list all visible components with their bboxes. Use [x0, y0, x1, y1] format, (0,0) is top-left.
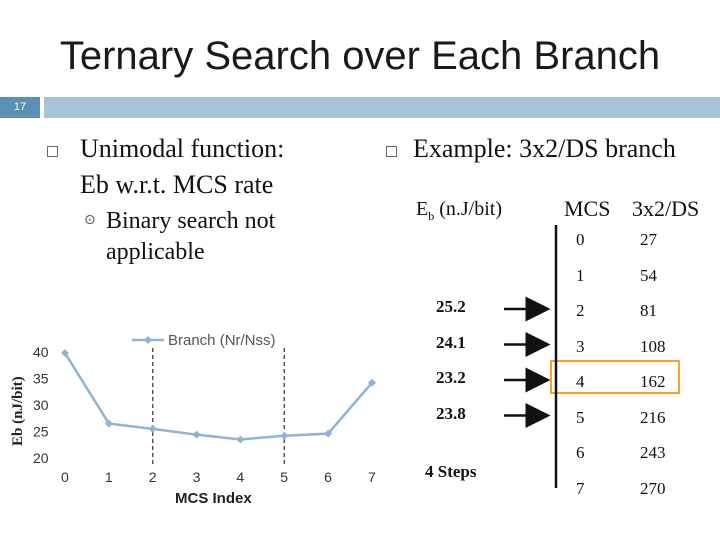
bullet-square-icon	[386, 146, 397, 157]
steps-label: 4 Steps	[425, 462, 477, 481]
rate-cell: 81	[640, 301, 657, 320]
y-tick-label: 40	[33, 344, 49, 360]
rate-cell: 27	[640, 230, 657, 249]
left-bullet-line1: Unimodal function:	[80, 134, 285, 163]
legend-label: Branch (Nr/Nss)	[168, 332, 276, 349]
y-tick-label: 30	[33, 397, 49, 413]
rate-cell: 243	[640, 443, 666, 462]
x-tick-label: 3	[192, 469, 201, 485]
mcs-cell: 5	[576, 407, 585, 427]
rate-cell: 54	[640, 265, 657, 285]
rate-cell: 270	[640, 478, 666, 498]
x-tick-label: 2	[148, 469, 157, 485]
x-axis-label: MCS Index	[175, 490, 252, 507]
data-point	[236, 435, 244, 443]
series-line	[65, 353, 372, 439]
mcs-cell: 0	[576, 230, 585, 249]
rate-cell: 216	[640, 407, 666, 427]
page-number: 17	[0, 97, 40, 118]
mcs4-highlight-box	[550, 360, 680, 394]
eb-mcs-chart	[0, 318, 390, 518]
rate-column-header: 3x2/DS	[632, 196, 700, 221]
legend-marker	[144, 336, 152, 344]
x-tick-label: 6	[324, 469, 332, 485]
slide-title: Ternary Search over Each Branch	[59, 34, 661, 78]
x-tick-label: 1	[104, 469, 113, 485]
rate-cell: 108	[640, 336, 666, 356]
x-tick-label: 0	[61, 469, 69, 485]
data-point	[193, 431, 201, 439]
mcs-cell: 4	[576, 372, 585, 391]
x-tick-label: 4	[236, 469, 245, 485]
left-bullet-line2: Eb w.r.t. MCS rate	[80, 170, 274, 199]
eb-value: 23.8	[436, 403, 466, 423]
y-tick-label: 35	[33, 370, 49, 387]
data-point	[280, 432, 288, 440]
eb-value: 25.2	[436, 297, 466, 316]
target-bullet-icon: ⊙	[84, 212, 96, 228]
mcs-cell: 2	[576, 301, 585, 320]
eb-value: 23.2	[436, 368, 466, 387]
right-bullet: Example: 3x2/DS branch	[413, 134, 676, 163]
sub-bullet-line1: Binary search not	[106, 208, 276, 234]
y-axis-label: Eb (nJ/bit)	[10, 376, 26, 446]
mcs-column-header: MCS	[564, 196, 611, 221]
y-tick-label: 25	[33, 423, 49, 440]
mcs-cell: 3	[576, 336, 585, 356]
y-tick-label: 20	[33, 450, 49, 466]
eb-value: 24.1	[436, 332, 466, 352]
bullet-square-icon	[47, 146, 58, 157]
data-point	[149, 425, 157, 433]
x-tick-label: 7	[368, 469, 376, 485]
header-bar	[44, 97, 720, 118]
x-tick-label: 5	[280, 469, 289, 485]
sub-bullet-line2: applicable	[106, 239, 205, 265]
mcs-cell: 7	[576, 478, 585, 498]
rate-cell: 162	[640, 372, 666, 391]
mcs-cell: 6	[576, 443, 585, 462]
mcs-cell: 1	[576, 265, 585, 285]
eb-column-header: $E_b$ (n.J/bit)	[416, 198, 502, 223]
